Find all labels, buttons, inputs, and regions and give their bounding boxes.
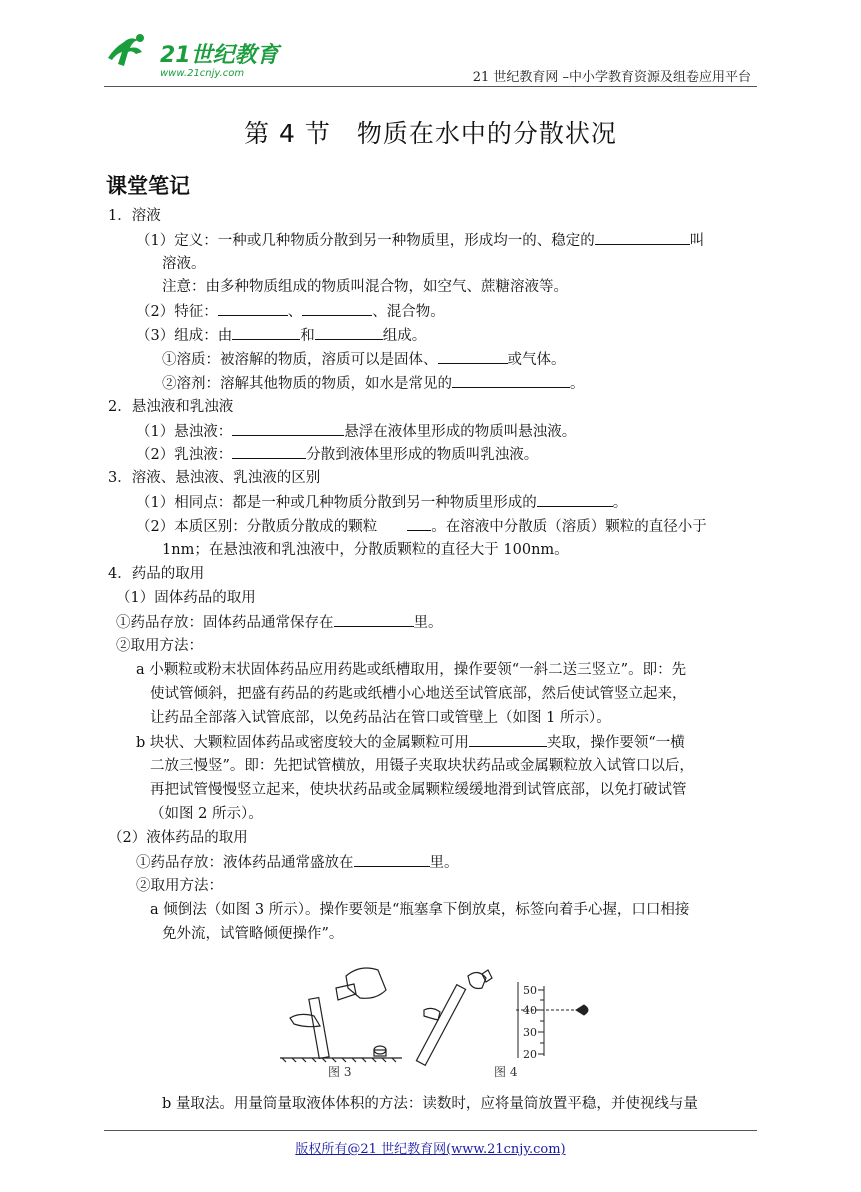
solution-definition: （1）定义：一种或几种物质分散到另一种物质里，形成均一的、稳定的 叫 bbox=[136, 230, 704, 251]
solvent-line: ②溶剂：溶解其他物质的物质，如水是常见的 。 bbox=[162, 373, 585, 394]
footer-divider bbox=[104, 1130, 757, 1131]
particle-size-line: 1nm；在悬浊液和乳浊液中，分散质颗粒的直径大于 100nm。 bbox=[162, 542, 569, 558]
section-heading: 课堂笔记 bbox=[106, 174, 190, 198]
tick-50: 50 bbox=[523, 984, 537, 997]
suspension-line: （1）悬浊液： 悬浮在液体里形成的物质叫悬浊液。 bbox=[136, 421, 576, 442]
method-b-line3: 再把试管慢慢竖立起来，使块状药品或金属颗粒缓缓地滑到试管底部，以免打破试管 bbox=[150, 782, 687, 798]
pouring-illustration bbox=[280, 968, 402, 1062]
liquid-storage: ①药品存放：液体药品通常盛放在 里。 bbox=[136, 852, 459, 873]
method-b-line2: 二放三慢竖”。即：先把试管横放，用镊子夹取块状药品或金属颗粒放入试管口以后， bbox=[150, 758, 694, 774]
method-b-line4: （如图 2 所示）。 bbox=[150, 806, 263, 822]
pour-method-line1: a 倾倒法（如图 3 所示）。操作要领是“瓶塞拿下倒放桌，标签向着手心握，口口相接 bbox=[150, 902, 690, 918]
solid-method: ②取用方法： bbox=[116, 638, 203, 654]
solid-storage: ①药品存放：固体药品通常保存在 里。 bbox=[116, 612, 443, 633]
solution-features: （2）特征： 、 、混合物。 bbox=[136, 301, 445, 322]
page-title: 第 4 节 物质在水中的分散状况 bbox=[244, 119, 617, 148]
heading-reagents: 4．药品的取用 bbox=[108, 566, 205, 582]
measure-method-line1: b 量取法。用量筒量取液体体积的方法：读数时，应将量筒放置平稳，并使视线与量 bbox=[162, 1096, 698, 1112]
logo-text: 21世纪教育 bbox=[160, 43, 279, 68]
figures-3-4 bbox=[276, 958, 606, 1082]
heading-liquid: （2）液体药品的取用 bbox=[108, 830, 248, 846]
site-title: 21 世纪教育网 –中小学教育资源及组卷应用平台 bbox=[472, 70, 751, 85]
tick-20: 20 bbox=[523, 1048, 537, 1061]
heading-solid: （1）固体药品的取用 bbox=[116, 590, 256, 606]
heading-suspension: 2．悬浊液和乳浊液 bbox=[108, 399, 234, 415]
method-a-line2: 使试管倾斜，把盛有药品的药匙或纸槽小心地送至试管底部，然后使试管竖立起来， bbox=[150, 686, 687, 702]
fig4-label: 图 4 bbox=[494, 1065, 518, 1079]
measuring-cylinder-illustration bbox=[416, 970, 492, 1065]
method-a-line3: 让药品全部落入试管底部，以免药品沾在管口或管壁上（如图 1 所示）。 bbox=[150, 710, 611, 726]
essential-difference: （2）本质区别：分散质分散成的颗粒 。在溶液中分散质（溶质）颗粒的直径小于 bbox=[136, 516, 707, 537]
tick-30: 30 bbox=[523, 1026, 537, 1039]
heading-solution: 1．溶液 bbox=[108, 208, 161, 224]
footer-copyright-link[interactable]: 版权所有@21 世纪教育网(www.21cnjy.com) bbox=[295, 1142, 566, 1157]
site-logo bbox=[104, 32, 304, 82]
solution-definition-cont: 溶液。 bbox=[162, 256, 206, 272]
liquid-method: ②取用方法： bbox=[136, 878, 223, 894]
fig3-label: 图 3 bbox=[328, 1065, 352, 1079]
header-divider bbox=[104, 86, 757, 87]
tick-40: 40 bbox=[523, 1004, 537, 1017]
pour-method-line2: 免外流，试管略倾便操作”。 bbox=[162, 926, 344, 942]
method-b-line1: b 块状、大颗粒固体药品或密度较大的金属颗粒可用 夹取，操作要领“一横 bbox=[136, 732, 685, 753]
method-a-line1: a 小颗粒或粉末状固体药品应用药匙或纸槽取用，操作要领“一斜二送三竖立”。即：先 bbox=[136, 662, 687, 678]
emulsion-line: （2）乳浊液： 分散到液体里形成的物质叫乳浊液。 bbox=[136, 444, 538, 465]
note-mixture: 注意：由多种物质组成的物质叫混合物，如空气、蔗糖溶液等。 bbox=[162, 279, 568, 295]
solute-line: ①溶质：被溶解的物质，溶质可以是固体、 或气体。 bbox=[162, 349, 566, 370]
similarity-line: （1）相同点：都是一种或几种物质分散到另一种物质里形成的 。 bbox=[136, 492, 627, 513]
heading-difference: 3．溶液、悬浊液、乳浊液的区别 bbox=[108, 470, 321, 486]
solution-composition: （3）组成：由 和 组成。 bbox=[136, 325, 426, 346]
logo-url: www.21cnjy.com bbox=[160, 68, 245, 79]
